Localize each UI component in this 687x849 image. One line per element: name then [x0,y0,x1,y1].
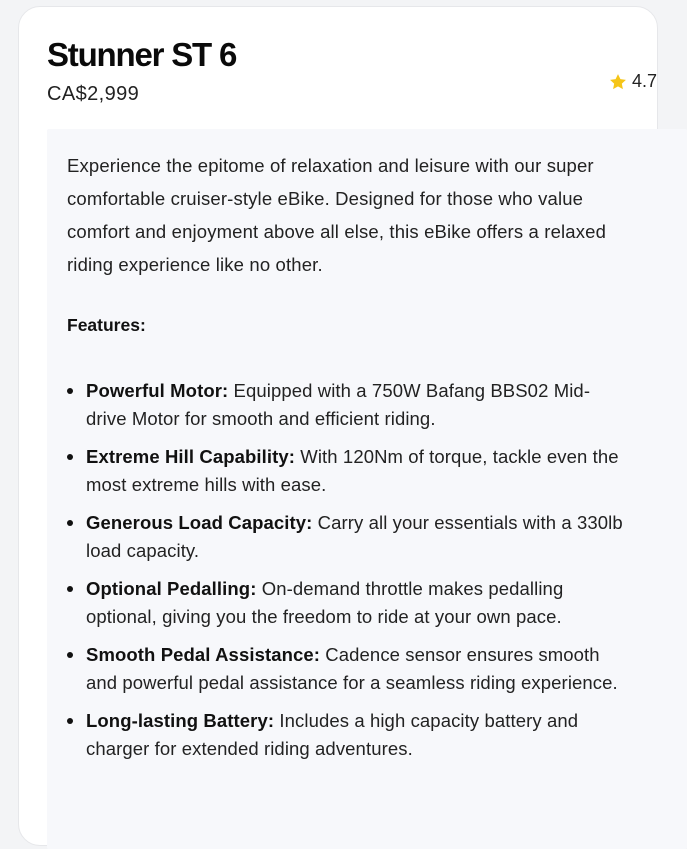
product-price: CA$2,999 [47,83,140,105]
product-header [47,35,657,106]
features-list [67,377,627,773]
bullet-icon [67,388,73,394]
feature-item [67,509,627,565]
features-heading: Features: [67,315,146,335]
star-icon [608,72,628,92]
feature-text: On-demand throttle makes pedalling optional, giving you the freedom to ride at your own pace. [86,578,564,627]
feature-text: Includes a high capacity battery and charger for extended riding adventures. [86,710,579,759]
feature-item [67,575,627,631]
feature-name: Long-lasting Battery: [86,710,275,731]
bullet-icon [67,586,73,592]
bullet-icon [67,652,73,658]
feature-name: Powerful Motor: [86,380,229,401]
feature-text: With 120Nm of torque, tackle even the most extreme hills with ease. [86,446,619,495]
feature-name: Smooth Pedal Assistance: [86,644,321,665]
rating [608,71,657,92]
feature-text: Cadence sensor ensures smooth and powerful pedal assistance for a seamless riding experience. [86,644,618,693]
product-card [18,6,658,846]
feature-name: Generous Load Capacity: [86,512,313,533]
bullet-icon [67,520,73,526]
feature-text: Carry all your essentials with a 330lb load capacity. [86,512,623,561]
bullet-icon [67,454,73,460]
feature-item [67,377,627,433]
feature-item [67,641,627,697]
feature-name: Optional Pedalling: [86,578,257,599]
feature-item [67,443,627,499]
description-intro: Experience the epitome of relaxation and leisure with our super comfortable cruiser-style eBike. Designed for those who value comfort and enjoyment above all else, this eBike offers a relaxed riding experience like no other. [67,155,607,275]
feature-name: Extreme Hill Capability: [86,446,296,467]
rating-value: 4.7 [631,71,657,91]
description-panel [47,129,687,849]
feature-item [67,707,627,763]
product-title: Stunner ST 6 [47,36,237,73]
feature-text: Equipped with a 750W Bafang BBS02 Mid-drive Motor for smooth and efficient riding. [86,380,591,429]
bullet-icon [67,718,73,724]
